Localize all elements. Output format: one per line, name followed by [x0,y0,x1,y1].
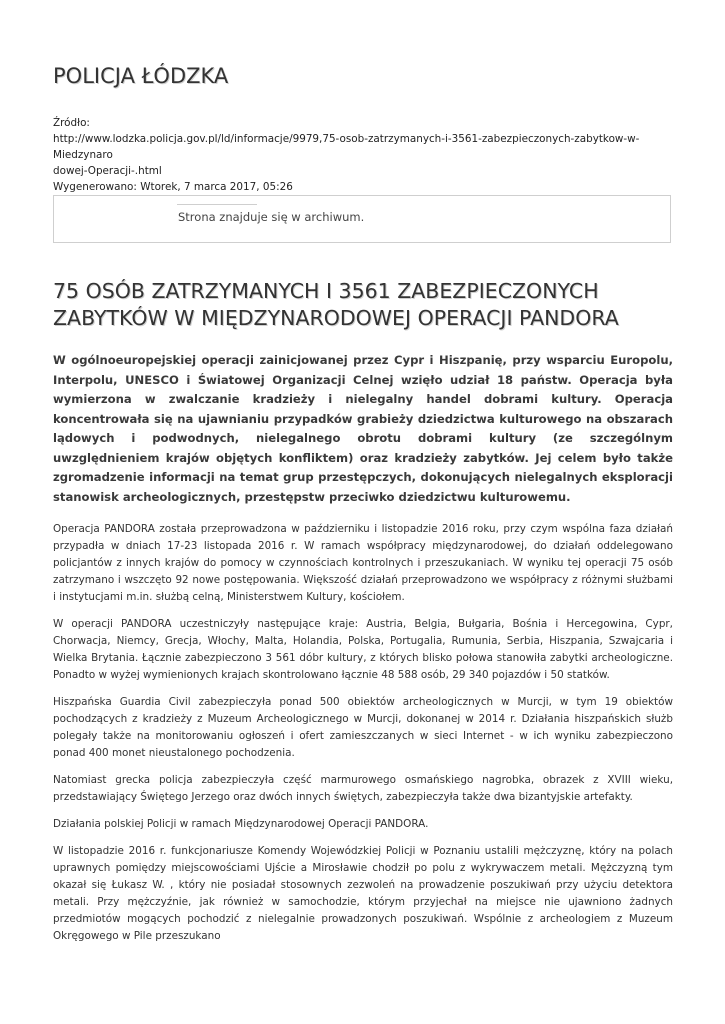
article-body [53,521,673,955]
article-paragraph: W operacji PANDORA uczestniczyły następujące kraje: Austria, Belgia, Bułgaria, Bośnia i Hercegowina, Cypr, Chorwacja, Niemcy, Grecja, Włochy, Malta, Holandia, Polska, Portugalia, Rumunia, Serbia, Hiszpania, Szwajcaria i Wielka Brytania. Łącznie zabezpieczono 3 561 dóbr kultury, z których blisko połowa stanowiła zabytki archeologiczne. Ponadto w wyżej wymienionych krajach skontrolowano łącznie 48 588 osób, 29 340 pojazdów i 50 statków. [53,618,673,681]
article-paragraph: Operacja PANDORA została przeprowadzona w październiku i listopadzie 2016 roku, przy czym wspólna faza działań przypadła w dniach 17-23 listopada 2016 r. W ramach współpracy międzynarodowej, do działań oddelegowano policjantów z innych krajów do pomocy w czynnościach kontrolnych i przeszukaniach. W wyniku tej operacji 75 osób zatrzymano i wszczęto 92 nowe postępowania. Większość działań przeprowadzono we współpracy z różnymi służbami i instytucjami m.in. służbą celną, Ministerstwem Kultury, kościołem. [53,523,673,603]
source-url-line-1: http://www.lodzka.policja.gov.pl/ld/informacje/9979,75-osob-zatrzymanych-i-3561-zabezpieczonych-zabytkow-w-Miedzynaro [53,133,640,161]
source-meta [53,115,683,195]
article-paragraph: W listopadzie 2016 r. funkcjonariusze Komendy Wojewódzkiej Policji w Poznaniu ustalili mężczyznę, który na polach uprawnych pomiędzy miejscowościami Ujście a Mirosławie chodził po polu z wykrywaczem metali. Mężczyzną tym okazał się Łukasz W. , który nie posiadał stosownych zezwoleń na prowadzenie poszukiwań przy użyciu detektora metali. Przy mężczyźnie, jak również w samochodzie, którym przyjechał na miejsce nie ujawniono żadnych przedmiotów mogących pochodzić z nielegalnie prowadzonych poszukiwań. Wspólnie z archeologiem z Muzeum Okręgowego w Pile przeszukano [53,845,673,942]
archive-divider [177,204,257,205]
source-url-line-2: dowej-Operacji-.html [53,165,162,177]
site-title: POLICJA ŁÓDZKA [53,64,229,88]
article-paragraph: Hiszpańska Guardia Civil zabezpieczyła ponad 500 obiektów archeologicznych w Murcji, w tym 19 obiektów pochodzących z kradzieży z Muzeum Archeologicznego w Murcji, dokonanej w 2014 r. Działania hiszpańskich służb polegały także na monitorowaniu ogłoszeń i ofert zamieszczanych w sieci Internet - w ich wyniku zabezpieczono ponad 400 monet nieustalonego pochodzenia. [53,696,673,759]
source-label: Źródło: [53,117,90,129]
article-lead: W ogólnoeuropejskiej operacji zainicjowanej przez Cypr i Hiszpanię, przy wsparciu Europolu, Interpolu, UNESCO i Światowej Organizacji Celnej wzięło udział 18 państw. Operacja była wymierzona w zwalczanie kradzieży i nielegalny handel dobrami kultury. Operacja koncentrowała się na ujawnianiu przypadków grabieży dziedzictwa kulturowego na obszarach lądowych i podwodnych, nielegalnego obrotu dobrami kultury (ze szczególnym uwzględnieniem krajów objętych konfliktem) oraz kradzieży zabytków. Jej celem było także zgromadzenie informacji na temat grup przestępczych, dokonujących nielegalnych eksploracji stanowisk archeologicznych, przestępstw przeciwko dziedzictwu kulturowemu. [53,353,673,504]
article-title: 75 OSÓB ZATRZYMANYCH I 3561 ZABEZPIECZONYCH ZABYTKÓW W MIĘDZYNARODOWEJ OPERACJI PANDORA [53,279,619,330]
article-paragraph: Natomiast grecka policja zabezpieczyła część marmurowego osmańskiego nagrobka, obrazek z XVIII wieku, przedstawiający Świętego Jerzego oraz dwóch innych świętych, zabezpieczyła także dwa bizantyjskie artefakty. [53,774,673,803]
article-paragraph: Działania polskiej Policji w ramach Międzynarodowej Operacji PANDORA. [53,818,429,830]
archive-notice-box [53,195,671,243]
archive-notice: Strona znajduje się w archiwum. [178,210,365,224]
generated-date: Wygenerowano: Wtorek, 7 marca 2017, 05:26 [53,181,293,193]
